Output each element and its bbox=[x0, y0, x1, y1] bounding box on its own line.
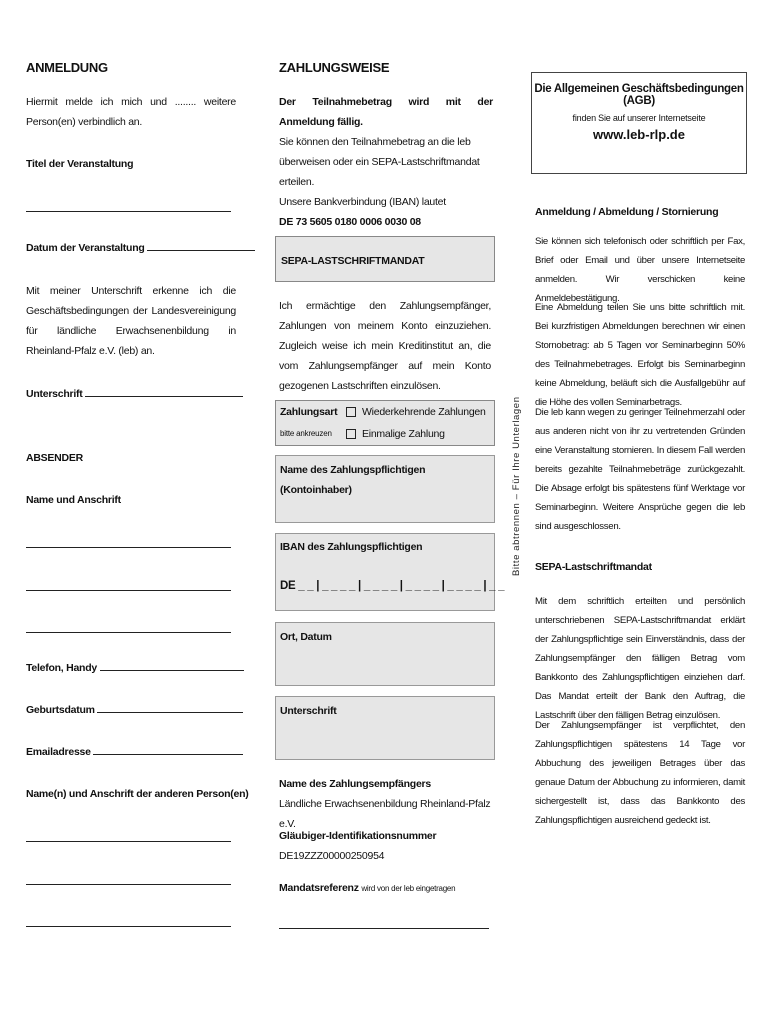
sender-heading: ABSENDER bbox=[26, 452, 83, 464]
phone-label: Telefon, Handy bbox=[26, 662, 97, 674]
cancellation-paragraph-1: Sie können sich telefonisch oder schriftlich per Fax, Brief oder Email und über unsere Internetseite anmelden. Wir verschicken keine Anmeldebestätigung. bbox=[535, 236, 745, 304]
sepa-info-paragraph-1: Mit dem schriftlich erteilten und persönlich unterschriebenen SEPA-Lastschriftmandat erklärt der Zahlungspflichtige sein Einverständnis, dass der Zahlungsempfänger den fälligen Betrag vom Bankkonto des Zahlungspflichtigen einziehen darf. Das Mandat erteilt der Bank den Auftrag, die Lastschrift über den fälligen Betrag einzulösen. bbox=[535, 596, 745, 721]
other-persons-line-3[interactable] bbox=[26, 926, 231, 927]
payee-value: Ländliche Erwachsenenbildung Rheinland-Pfalz e.V. bbox=[279, 798, 491, 830]
once-checkbox[interactable] bbox=[346, 429, 356, 439]
payer-name-field[interactable] bbox=[275, 455, 495, 523]
other-persons-line-2[interactable] bbox=[26, 884, 231, 885]
address-line-1[interactable] bbox=[26, 547, 231, 548]
mandate-reference-label: Mandatsreferenz bbox=[279, 882, 359, 894]
payee-block bbox=[279, 774, 493, 834]
creditor-id-label: Gläubiger-Identifikationsnummer bbox=[279, 830, 437, 842]
phone-row bbox=[26, 658, 244, 678]
place-date-label: Ort, Datum bbox=[280, 631, 332, 643]
iban-template: DE _ _ | _ _ _ _ | _ _ _ _ | _ _ _ _ | _ _ _ _ | _ _ bbox=[280, 580, 505, 592]
email-label: Emailadresse bbox=[26, 746, 91, 758]
payer-name-label: Name des Zahlungspflichtigen (Kontoinhaber) bbox=[280, 464, 426, 496]
creditor-id-value: DE19ZZZ00000250954 bbox=[279, 850, 385, 862]
event-date-field[interactable] bbox=[147, 238, 255, 251]
phone-field[interactable] bbox=[100, 658, 244, 671]
address-line-3[interactable] bbox=[26, 632, 231, 633]
birthdate-row bbox=[26, 700, 243, 720]
mandate-reference-hint: wird von der leb eingetragen bbox=[361, 884, 456, 893]
email-row bbox=[26, 742, 243, 762]
payer-iban-field[interactable] bbox=[275, 533, 505, 611]
payment-type-box bbox=[275, 400, 495, 446]
address-line-2[interactable] bbox=[26, 590, 231, 591]
cancellation-paragraph-3: Die leb kann wegen zu geringer Teilnehmerzahl oder aus anderen nicht von ihr zu vertretenden Gründen eine Veranstaltung stornieren. In diesem Fall werden bereits gezahlte Teilnahmebeträge zurückgezahlt. Die Absage erfolgt bis spätestens fünf Werktage vor Seminarbeginn. Weitere Ansprüche gegen die leb sind ausgeschlossen. bbox=[535, 407, 745, 532]
payer-signature-label: Unterschrift bbox=[280, 705, 337, 717]
agb-subtitle: finden Sie auf unserer Internetseite bbox=[572, 113, 706, 123]
cancellation-heading: Anmeldung / Abmeldung / Stornierung bbox=[535, 206, 719, 218]
option-once[interactable] bbox=[346, 424, 445, 444]
mandate-reference-row bbox=[279, 878, 455, 899]
agb-website-link[interactable]: www.leb-rlp.de bbox=[593, 127, 685, 142]
event-date-row bbox=[26, 238, 255, 258]
name-address-label: Name und Anschrift bbox=[26, 494, 121, 506]
option-once-label: Einmalige Zahlung bbox=[362, 428, 445, 440]
event-title-label: Titel der Veranstaltung bbox=[26, 158, 134, 170]
sepa-info-heading: SEPA-Lastschriftmandat bbox=[535, 561, 652, 573]
agb-box bbox=[531, 72, 747, 174]
mandate-reference-field[interactable] bbox=[279, 928, 489, 929]
place-date-field[interactable] bbox=[275, 622, 495, 686]
signature-field[interactable] bbox=[85, 384, 243, 397]
sepa-mandate-heading: SEPA-LASTSCHRIFTMANDAT bbox=[281, 255, 425, 267]
payer-iban-label: IBAN des Zahlungspflichtigen bbox=[280, 541, 423, 553]
event-date-label: Datum der Veranstaltung bbox=[26, 242, 145, 254]
payer-signature-field[interactable] bbox=[275, 696, 495, 760]
payee-label: Name des Zahlungsempfängers bbox=[279, 778, 431, 790]
signature-row bbox=[26, 384, 243, 404]
sepa-mandate-header bbox=[275, 236, 495, 282]
bank-iban: DE 73 5605 0180 0006 0030 08 bbox=[279, 216, 421, 228]
sepa-authorization-text: Ich ermächtige den Zahlungsempfänger, Zahlungen von meinem Konto einzuziehen. Zugleich weise ich mein Kreditinstitut an, die vom Zahlungsempfänger auf mein Konto gezogenen Lastschriften einzulösen. bbox=[279, 300, 491, 392]
option-recurring-label: Wiederkehrende Zahlungen bbox=[362, 406, 486, 418]
recurring-checkbox[interactable] bbox=[346, 407, 356, 417]
signature-label: Unterschrift bbox=[26, 388, 83, 400]
payment-options-text: Sie können den Teilnahmebetrag an die leb überweisen oder ein SEPA-Lastschriftmandat erteilen. bbox=[279, 136, 480, 188]
sepa-info-paragraph-2: Der Zahlungsempfänger ist verpflichtet, den Zahlungspflichtigen spätestens 14 Tage vor Abbuchung des jeweiligen Betrages über das genaue Datum der Abbuchung zu informieren, damit sichergestellt ist, dass das Bankkonto des Zahlungspflichtigen ausreichend gedeckt ist. bbox=[535, 720, 745, 826]
payment-due-note: Der Teilnahmebetrag wird mit der Anmeldung fällig. bbox=[279, 96, 493, 128]
other-persons-line-1[interactable] bbox=[26, 841, 231, 842]
birthdate-field[interactable] bbox=[97, 700, 243, 713]
payment-type-hint: bitte ankreuzen bbox=[280, 429, 332, 438]
payment-type-label: Zahlungsart bbox=[280, 406, 338, 418]
cancellation-paragraph-2: Eine Abmeldung teilen Sie uns bitte schriftlich mit. Bei kurzfristigen Abmeldungen berechnen wir einen Stornobetrag: ab 5 Tagen vor Seminarbeginn 50% des Teilnahmebetrages. Erfolgt bis Seminarbeginn keine Abmeldung, beläuft sich die Ausfallgebühr auf die Höhe des vollen Seminarbetrags. bbox=[535, 302, 745, 408]
terms-consent: Mit meiner Unterschrift erkenne ich die Geschäftsbedingungen der Landesvereinigung für ländliche Erwachsenenbildung in Rheinland-Pfalz e.V. (leb) an. bbox=[26, 285, 236, 357]
creditor-block bbox=[279, 826, 493, 866]
payment-info bbox=[279, 92, 493, 232]
registration-intro: Hiermit melde ich mich und ........ weitere Person(en) verbindlich an. bbox=[26, 96, 236, 128]
fold-cut-instruction: Bitte abtrennen – Für Ihre Unterlagen bbox=[511, 396, 522, 576]
birthdate-label: Geburtsdatum bbox=[26, 704, 95, 716]
option-recurring[interactable] bbox=[346, 402, 486, 422]
event-title-field[interactable] bbox=[26, 211, 231, 212]
email-field[interactable] bbox=[93, 742, 243, 755]
bank-details-label: Unsere Bankverbindung (IBAN) lautet bbox=[279, 196, 446, 208]
payment-heading: ZAHLUNGSWEISE bbox=[279, 60, 390, 75]
other-persons-label: Name(n) und Anschrift der anderen Person(en) bbox=[26, 788, 249, 800]
registration-heading: ANMELDUNG bbox=[26, 60, 108, 75]
agb-title: Die Allgemeinen Geschäftsbedingungen (AGB) bbox=[534, 83, 744, 107]
